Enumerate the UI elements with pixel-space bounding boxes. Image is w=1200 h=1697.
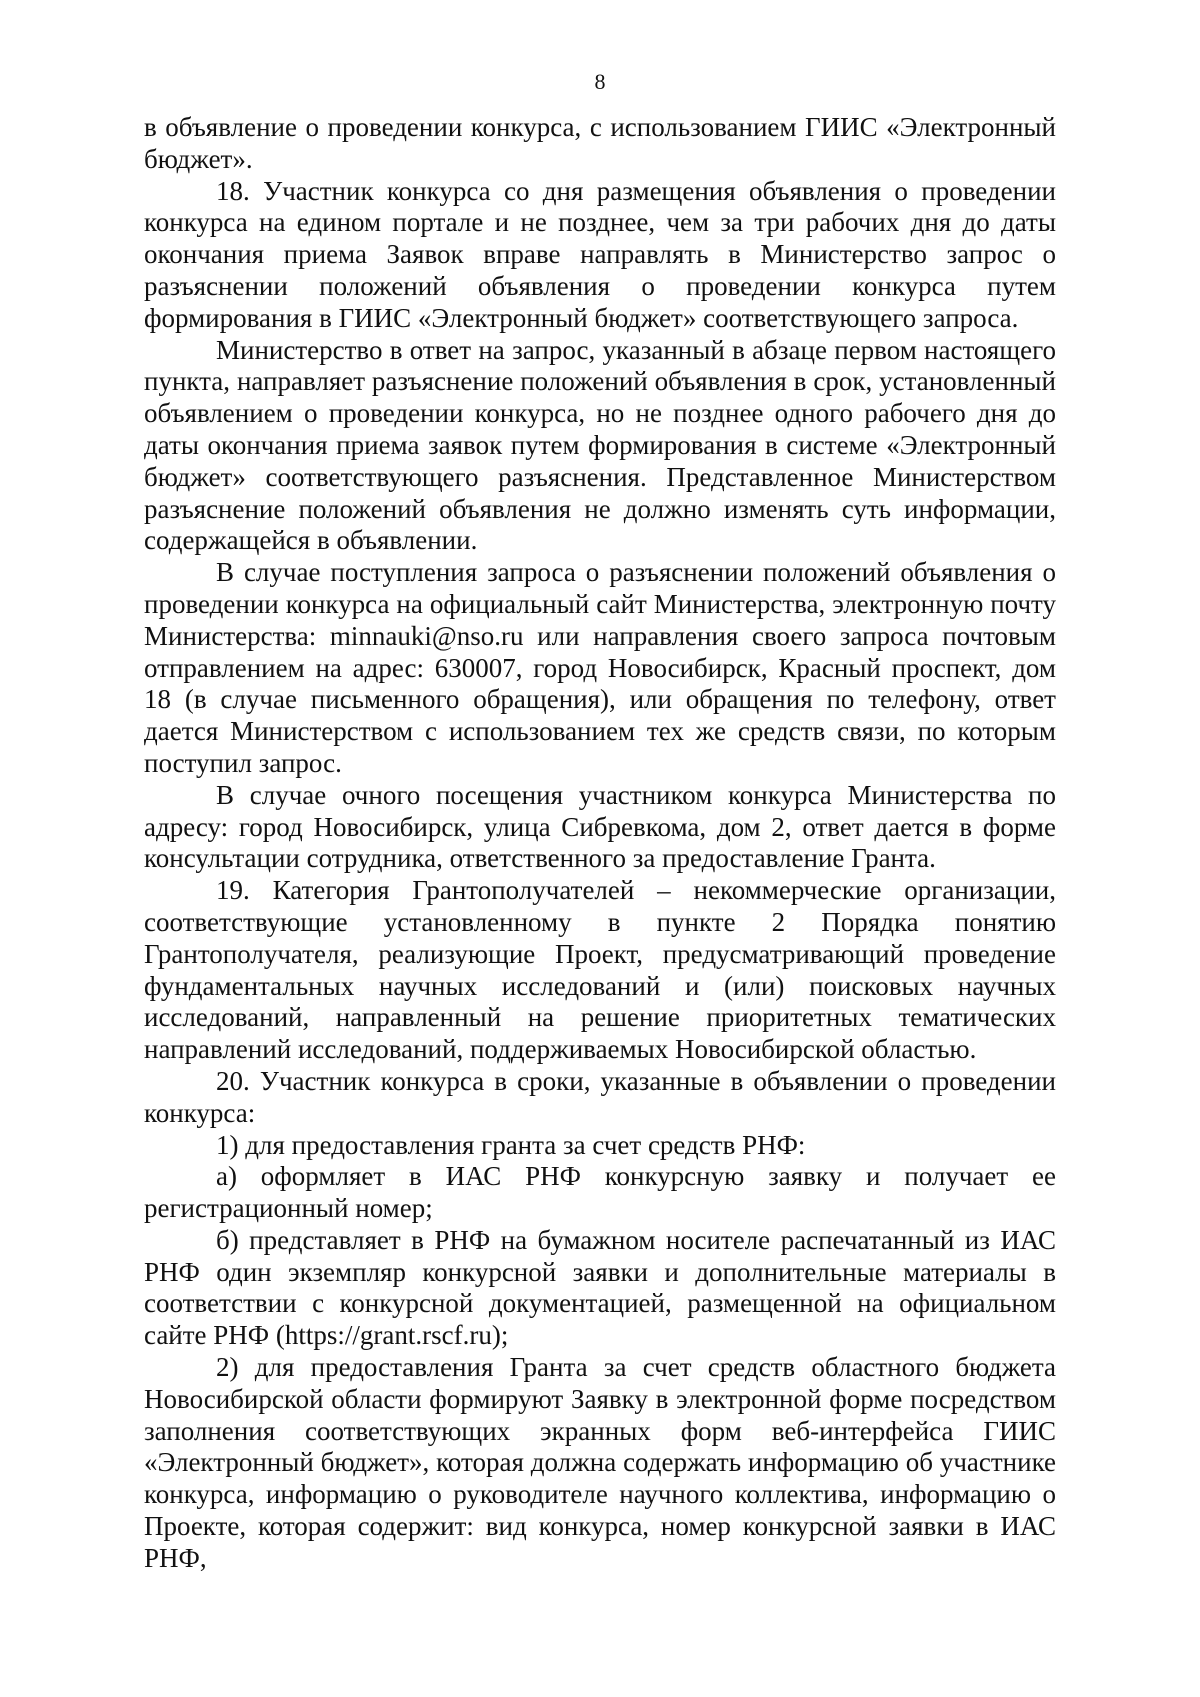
paragraph-item-1a: а) оформляет в ИАС РНФ конкурсную заявку и получает ее регистрационный номер; [144, 1161, 1056, 1224]
paragraph-in-person-visit: В случае очного посещения участником конкурса Министерства по адресу: город Новосибирск, улица Сибревкома, дом 2, ответ дается в форме консультации сотрудника, ответственного за предоставление Гранта. [144, 779, 1056, 874]
paragraph-continuation: в объявление о проведении конкурса, с использованием ГИИС «Электронный бюджет». [144, 112, 1056, 174]
paragraph-clause-19: 19. Категория Грантополучателей – некоммерческие организации, соответствующие установленному в пункте 2 Порядка понятию Грантополучателя, реализующие Проект, предусматривающий проведение фундаментальных научных исследований и (или) поисковых научных исследований, направленный на решение приоритетных тематических направлений исследований, поддерживаемых Новосибирской областью. [144, 875, 1056, 1065]
paragraph-clause-20: 20. Участник конкурса в сроки, указанные в объявлении о проведении конкурса: [144, 1065, 1056, 1128]
paragraph-ministry-response: Министерство в ответ на запрос, указанный в абзаце первом настоящего пункта, направляет разъяснение положений объявления в срок, установленный объявлением о проведении конкурса, но не позднее одного рабочего дня до даты окончания приема заявок путем формирования в системе «Электронный бюджет» соответствующего разъяснения. Представленное Министерством разъяснение положений объявления не должно изменять суть информации, содержащейся в объявлении. [144, 334, 1056, 556]
paragraph-clause-18: 18. Участник конкурса со дня размещения объявления о проведении конкурса на едином портале и не позднее, чем за три рабочих дня до даты окончания приема Заявок вправе направлять в Министерство запрос о разъяснении положений объявления о проведении конкурса путем формирования в ГИИС «Электронный бюджет» соответствующего запроса. [144, 175, 1056, 333]
document-body [144, 112, 1056, 1575]
paragraph-request-channels: В случае поступления запроса о разъяснении положений объявления о проведении конкурса на официальный сайт Министерства, электронную почту Министерства: minnauki@nso.ru или направления своего запроса почтовым отправлением на адрес: 630007, город Новосибирск, Красный проспект, дом 18 (в случае письменного обращения), или обращения по телефону, ответ дается Министерством с использованием тех же средств связи, по которым поступил запрос. [144, 557, 1056, 778]
paragraph-item-1b: б) представляет в РНФ на бумажном носителе распечатанный из ИАС РНФ один экземпляр конкурсной заявки и дополнительные материалы в соответствии с конкурсной документацией, размещенной на официальном сайте РНФ (https://grant.rscf.ru); [144, 1224, 1056, 1351]
page-number: 8 [594, 69, 606, 94]
paragraph-item-1: 1) для предоставления гранта за счет средств РНФ: [216, 1129, 806, 1160]
paragraph-item-2: 2) для предоставления Гранта за счет средств областного бюджета Новосибирской области формируют Заявку в электронной форме посредством заполнения соответствующих экранных форм веб-интерфейса ГИИС «Электронный бюджет», которая должна содержать информацию об участнике конкурса, информацию о руководителе научного коллектива, информацию о Проекте, которая содержит: вид конкурса, номер конкурсной заявки в ИАС РНФ, [144, 1352, 1056, 1573]
